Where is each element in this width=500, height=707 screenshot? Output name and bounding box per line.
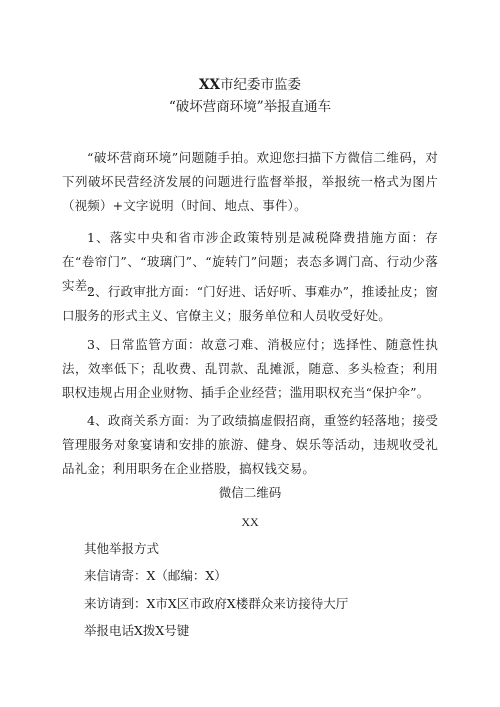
item-1-text: 1、落实中央和省市涉企政策特别是减税降费措施方面：存在“卷帘门”、“玻璃门”、“旋转门”问题；表态多调门高、行动少落实差。 <box>62 230 438 293</box>
other-methods-heading: 其他举报方式 <box>84 541 160 556</box>
document-subtitle: “破坏营商环境”举报直通车 <box>168 99 332 115</box>
intro-paragraph <box>62 146 438 218</box>
title-text: 市纪委市监委 <box>219 77 301 93</box>
item-4-text: 4、政商关系方面：为了政绩搞虚假招商，重签约轻落地；接受管理服务对象宴请和安排的旅游、健身、娱乐等活动，违规收受礼品礼金；利用职务在企业搭股，搞权钱交易。 <box>62 413 438 476</box>
report-phone: 举报电话X拨X号键 <box>84 623 190 638</box>
item-paragraph-3 <box>62 333 438 405</box>
item-paragraph-2 <box>62 280 438 328</box>
item-3-text: 3、日常监管方面：故意刁难、消极应付；选择性、随意性执法，效率低下；乱收费、乱罚款、乱摊派，随意、多头检查；利用职权违规占用企业财物、插手企业经营；滥用职权充当“保护伞”。 <box>62 337 438 400</box>
visit-address: 来访请到：X市X区市政府X楼群众来访接待大厅 <box>84 596 349 611</box>
document-title <box>0 76 500 94</box>
wechat-qr-code: XX <box>241 515 259 529</box>
intro-text: “破坏营商环境”问题随手拍。欢迎您扫描下方微信二维码，对下列破坏民营经济发展的问题进行监督举报，举报统一格式为图片（视频）+文字说明（时间、地点、事件）。 <box>62 150 438 213</box>
wechat-qr-label: 微信二维码 <box>218 485 282 500</box>
item-paragraph-4 <box>62 409 438 481</box>
title-prefix: XX <box>199 77 220 93</box>
mail-address: 来信请寄：X（邮编：X） <box>84 568 227 583</box>
item-2-text: 2、行政审批方面：“门好进、话好听、事难办”，推诿扯皮；窗口服务的形式主义、官僚主义；服务单位和人员收受好处。 <box>62 284 438 323</box>
